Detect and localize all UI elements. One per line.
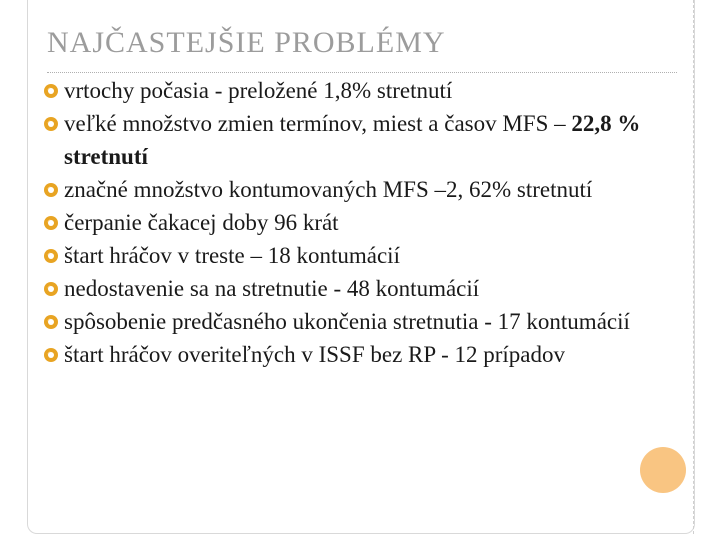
list-item [44, 305, 654, 338]
circle-bullet-icon [44, 249, 58, 263]
list-item [44, 206, 654, 239]
list-item-bold-text: 22,8 % stretnutí [64, 111, 641, 169]
list-item [44, 338, 654, 371]
list-item-text: vrtochy počasia - preložené 1,8% stretnutí [64, 78, 453, 103]
list-item [44, 272, 654, 305]
list-item-text: čerpanie čakacej doby 96 krát [64, 210, 339, 235]
list-item-text: štart hráčov overiteľných v ISSF bez RP - 12 prípadov [64, 342, 565, 367]
circle-bullet-icon [44, 183, 58, 197]
circle-bullet-icon [44, 282, 58, 296]
list-item-text: nedostavenie sa na stretnutie - 48 kontumácií [64, 276, 480, 301]
list-item [44, 74, 654, 107]
slide-border-dashed [693, 0, 695, 534]
list-item [44, 107, 654, 173]
circle-bullet-icon [44, 84, 58, 98]
bullet-list [44, 74, 654, 371]
slide-title: NAJČASTEJŠIE PROBLÉMY [47, 26, 446, 59]
list-item [44, 173, 654, 206]
list-item [44, 239, 654, 272]
circle-bullet-icon [44, 216, 58, 230]
circle-bullet-icon [44, 348, 58, 362]
list-item-text: veľké množstvo zmien termínov, miest a časov MFS – [64, 111, 572, 136]
list-item-text: spôsobenie predčasného ukončenia stretnutia - 17 kontumácií [64, 309, 630, 334]
orange-circle-icon [640, 447, 686, 493]
circle-bullet-icon [44, 117, 58, 131]
circle-bullet-icon [44, 315, 58, 329]
list-item-text: štart hráčov v treste – 18 kontumácií [64, 243, 400, 268]
list-item-text: značné množstvo kontumovaných MFS –2, 62% stretnutí [64, 177, 593, 202]
